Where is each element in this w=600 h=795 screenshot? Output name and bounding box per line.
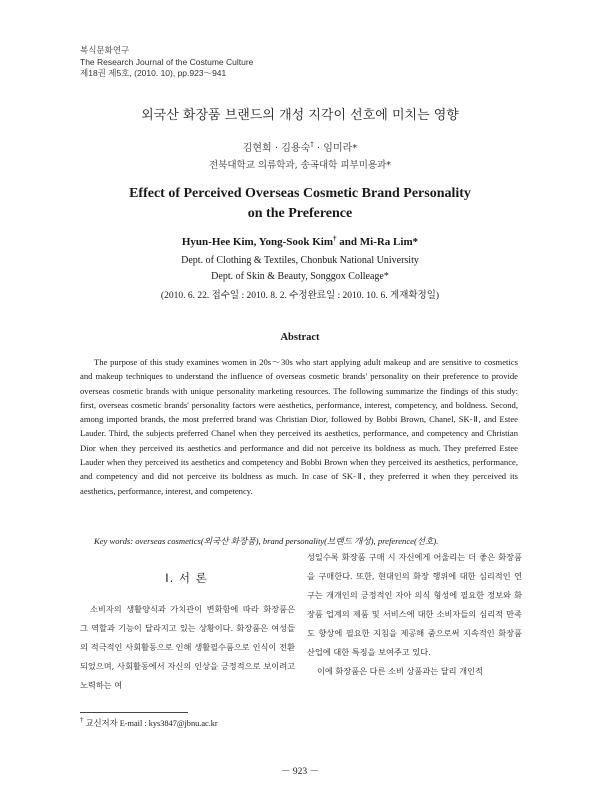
english-title bbox=[0, 184, 600, 224]
author-separator: · bbox=[271, 143, 282, 154]
journal-issue: 제18권 제5호, (2010. 10), pp.923～941 bbox=[80, 68, 227, 78]
corresponding-dagger: † bbox=[310, 140, 314, 149]
english-title-line-2: on the Preference bbox=[247, 206, 353, 221]
journal-name-english: The Research Journal of the Costume Culture bbox=[80, 56, 254, 67]
korean-author-3: 임미라* bbox=[323, 143, 358, 154]
footnote-dagger: † bbox=[80, 716, 84, 725]
abstract-body: The purpose of this study examines women in 20s～30s who start applying adult makeup and are sensitive to cosmetics and makeup techniques to understand the influence of overseas cosmetic brands' personality on their preference to provide overseas cosmetic brands with unique personality marketing resources. The following summarize the findings of this study: first, overseas cosmetic brands' personality factors were aesthetics, performance, interest, competency, and boldness. Second, among imported brands, the most preferred brand was Christian Dior, followed by Bobbi Brown, Chanel, SK-Ⅱ, and Estee Lauder. Third, the subjects preferred Chanel when they perceived its aesthetics, performance, and competency and Christian Dior when they perceived its aesthetics and performance and did not perceive its boldness as much. They preferred Estee Lauder when they perceived its aesthetics and competency and Bobbi Brown when they perceived its aesthetics, performance, and competency and did not perceive its boldness as much. In case of SK-Ⅱ, they preferred it when they perceived its aesthetics, performance, interest, and competency. bbox=[80, 357, 518, 496]
footnote-divider bbox=[80, 712, 188, 713]
journal-name-korean: 복식문화연구 bbox=[80, 45, 130, 55]
right-column-paragraph-2: 이에 화장품은 다른 소비 상품과는 달리 개인적 bbox=[317, 666, 483, 676]
abstract-heading: Abstract bbox=[280, 332, 320, 343]
page-number: － 923 － bbox=[280, 767, 319, 777]
footnote-text: 교신저자 E-mail : kys3847@jbnu.ac.kr bbox=[83, 719, 218, 728]
korean-author-1: 김현희 bbox=[242, 143, 272, 154]
keywords: Key words: overseas cosmetics(외국산 화장품), brand personality(브랜드 개성), preference(선호). bbox=[94, 536, 439, 546]
english-affiliation-2: Dept. of Skin & Beauty, Songgox Colleage* bbox=[211, 271, 389, 282]
english-authors bbox=[0, 236, 600, 248]
body-left-column: 소비자의 생활양식과 가치관이 변화함에 따라 화장품은 그 역할과 기능이 달라지고 있는 상황이다. 화장품은 여성들의 적극적인 사회활동으로 인해 생활필수품으로 인식이 전환되었으며, 사회활동에서 자신의 인상을 긍정적으로 보이려고 노력하는 여 bbox=[80, 604, 295, 690]
korean-authors bbox=[0, 139, 600, 154]
corresponding-dagger: † bbox=[333, 234, 337, 243]
author-separator: · bbox=[313, 143, 324, 154]
journal-header bbox=[80, 45, 253, 80]
english-affiliation-1: Dept. of Clothing & Textiles, Chonbuk National University bbox=[181, 255, 419, 266]
footnote bbox=[80, 717, 218, 729]
korean-author-2: 김용숙 bbox=[281, 143, 311, 154]
korean-title: 외국산 화장품 브랜드의 개성 지각이 선호에 미치는 영향 bbox=[141, 108, 459, 123]
section-title-introduction: Ⅰ. 서 론 bbox=[165, 571, 208, 585]
english-authors-part-2: and Mi-Ra Lim* bbox=[336, 236, 419, 248]
right-column-paragraph-1: 성일수록 화장품 구매 시 자신에게 어울리는 더 좋은 화장품을 구매한다. 또한, 현대인의 화장 행위에 대한 심리적인 연구는 개개인의 긍정적인 자아 의식 형성에 필요한 정보와 화장품 업계의 제품 및 서비스에 대한 소비자들의 심리적 만족도 향상에 필요한 지침을 제공해 줌으로써 지속적인 화장품 산업에 대한 특징을 보여주고 있다. bbox=[307, 552, 522, 657]
english-title-line-1: Effect of Perceived Overseas Cosmetic Brand Personality bbox=[129, 186, 471, 201]
korean-affiliation: 전북대학교 의류학과, 송곡대학 피부미용과* bbox=[208, 160, 392, 171]
body-right-column bbox=[307, 548, 522, 681]
english-authors-part-1: Hyun-Hee Kim, Yong-Sook Kim bbox=[181, 236, 334, 248]
submission-dates: (2010. 6. 22. 접수일 : 2010. 8. 2. 수정완료일 : 2010. 10. 6. 게재확정일) bbox=[160, 291, 440, 301]
